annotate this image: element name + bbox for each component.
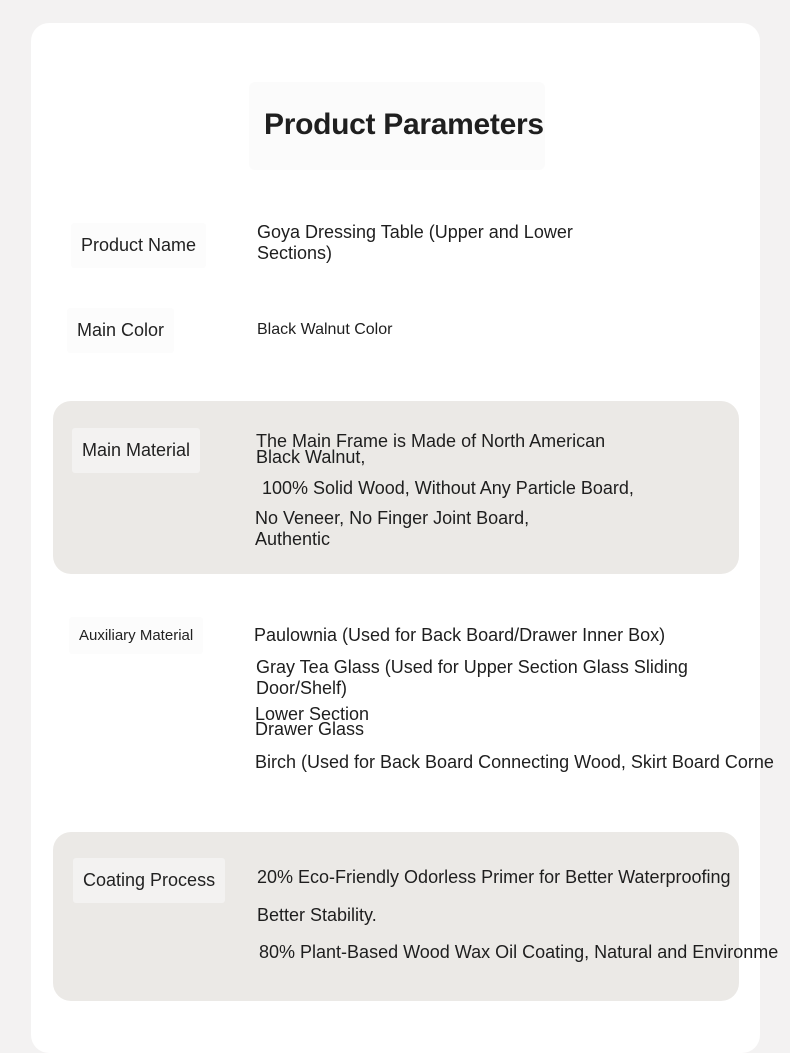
- value-main-color: Black Walnut Color: [257, 321, 393, 338]
- value-auxiliary-material-1: Paulownia (Used for Back Board/Drawer Inner Box): [254, 625, 666, 645]
- value-coating-process-2: Better Stability.: [257, 905, 377, 925]
- value-auxiliary-material-2: Gray Tea Glass (Used for Upper Section Glass Sliding Door/Shelf): [256, 657, 688, 698]
- value-main-material-1: The Main Frame is Made of North American: [256, 431, 606, 451]
- value-main-material-4: No Veneer, No Finger Joint Board, Authentic: [255, 508, 530, 549]
- label-auxiliary-material: Auxiliary Material: [69, 617, 203, 654]
- value-auxiliary-material-5: Birch (Used for Back Board Connecting Wood, Skirt Board Corne: [255, 752, 774, 772]
- label-main-color: Main Color: [67, 308, 174, 353]
- value-main-material-2: Black Walnut,: [256, 447, 366, 467]
- label-main-material: Main Material: [72, 428, 200, 473]
- value-coating-process-3: 80% Plant-Based Wood Wax Oil Coating, Natural and Environme: [259, 942, 779, 962]
- label-coating-process: Coating Process: [73, 858, 225, 903]
- page-title: Product Parameters: [264, 108, 544, 141]
- value-coating-process-1: 20% Eco-Friendly Odorless Primer for Better Waterproofing: [257, 867, 731, 887]
- value-product-name: Goya Dressing Table (Upper and Lower Sections): [257, 222, 573, 263]
- title-box: [249, 82, 545, 170]
- value-auxiliary-material-4: Drawer Glass: [255, 719, 365, 739]
- value-auxiliary-material-3: Lower Section: [255, 704, 370, 724]
- value-main-material-3: 100% Solid Wood, Without Any Particle Board,: [262, 478, 634, 498]
- label-product-name: Product Name: [71, 223, 206, 268]
